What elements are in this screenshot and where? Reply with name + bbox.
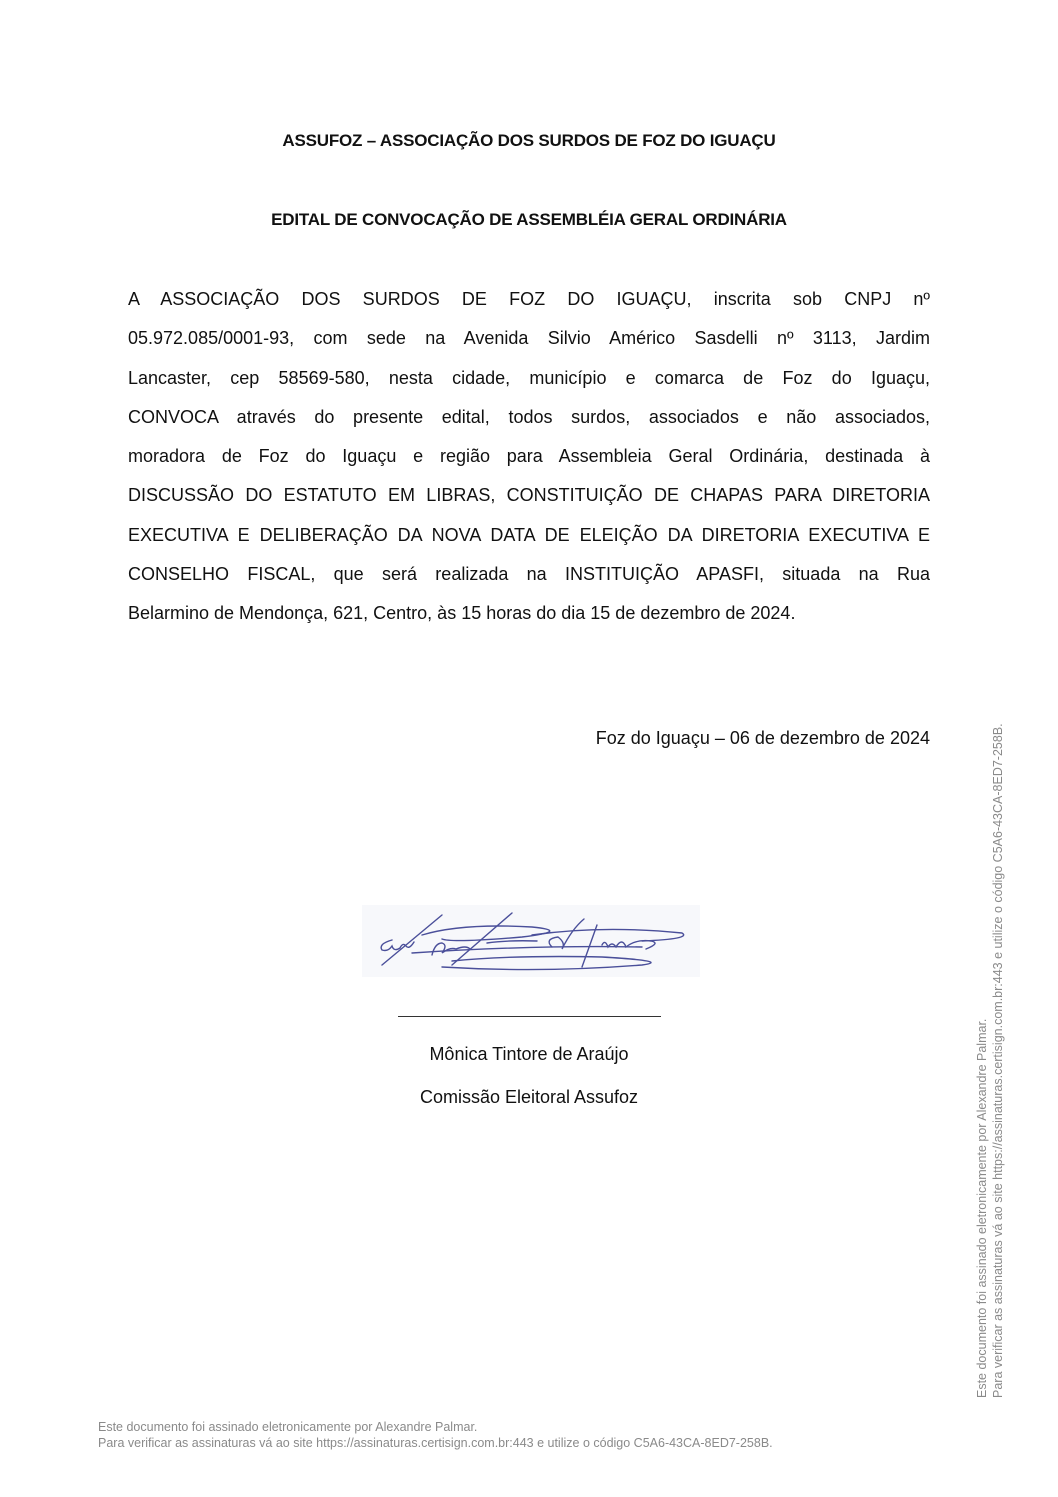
signer-name: Mônica Tintore de Araújo <box>429 1044 629 1064</box>
paragraph-line: CONVOCA através do presente edital, todos surdos, associados e não associados, <box>128 406 930 427</box>
signer-role: Comissão Eleitoral Assufoz <box>419 1087 639 1107</box>
convocation-paragraph <box>128 286 930 640</box>
paragraph-line: Belarmino de Mendonça, 621, Centro, às 15 horas do dia 15 de dezembro de 2024. <box>128 603 796 624</box>
e-signature-vertical-notice <box>974 723 1006 1398</box>
document-title: EDITAL DE CONVOCAÇÃO DE ASSEMBLÉIA GERAL ORDINÁRIA <box>271 210 787 229</box>
paragraph-line: DISCUSSÃO DO ESTATUTO EM LIBRAS, CONSTITUIÇÃO DE CHAPAS PARA DIRETORIA <box>128 485 930 506</box>
paragraph-line: Lancaster, cep 58569-580, nesta cidade, município e comarca de Foz do Iguaçu, <box>128 367 930 388</box>
paragraph-line: A ASSOCIAÇÃO DOS SURDOS DE FOZ DO IGUAÇU, inscrita sob CNPJ nº <box>128 289 930 309</box>
paragraph-line: CONSELHO FISCAL, que será realizada na INSTITUIÇÃO APASFI, situada na Rua <box>128 564 930 585</box>
e-signature-line: Para verificar as assinaturas vá ao site https://assinaturas.certisign.com.br:443 e utilize o código C5A6-43CA-8ED7-258B. <box>991 723 1005 1398</box>
organization-title: ASSUFOZ – ASSOCIAÇÃO DOS SURDOS DE FOZ DO IGUAÇU <box>282 131 776 150</box>
e-signature-footer-line2: Para verificar as assinaturas vá ao site https://assinaturas.certisign.com.br:443 e utilize o código C5A6-43CA-8ED7-258B. <box>98 1436 773 1450</box>
signature-line <box>398 1016 661 1017</box>
handwritten-signature <box>362 905 700 977</box>
paragraph-line: 05.972.085/0001-93, com sede na Avenida Silvio Américo Sasdelli nº 3113, Jardim <box>128 328 930 349</box>
paragraph-line: EXECUTIVA E DELIBERAÇÃO DA NOVA DATA DE ELEIÇÃO DA DIRETORIA EXECUTIVA E <box>128 524 930 545</box>
place-date: Foz do Iguaçu – 06 de dezembro de 2024 <box>595 728 930 748</box>
e-signature-line: Este documento foi assinado eletronicamente por Alexandre Palmar. <box>975 1018 989 1398</box>
e-signature-footer-line1: Este documento foi assinado eletronicamente por Alexandre Palmar. <box>98 1420 478 1434</box>
paragraph-line: moradora de Foz do Iguaçu e região para Assembleia Geral Ordinária, destinada à <box>128 446 930 467</box>
